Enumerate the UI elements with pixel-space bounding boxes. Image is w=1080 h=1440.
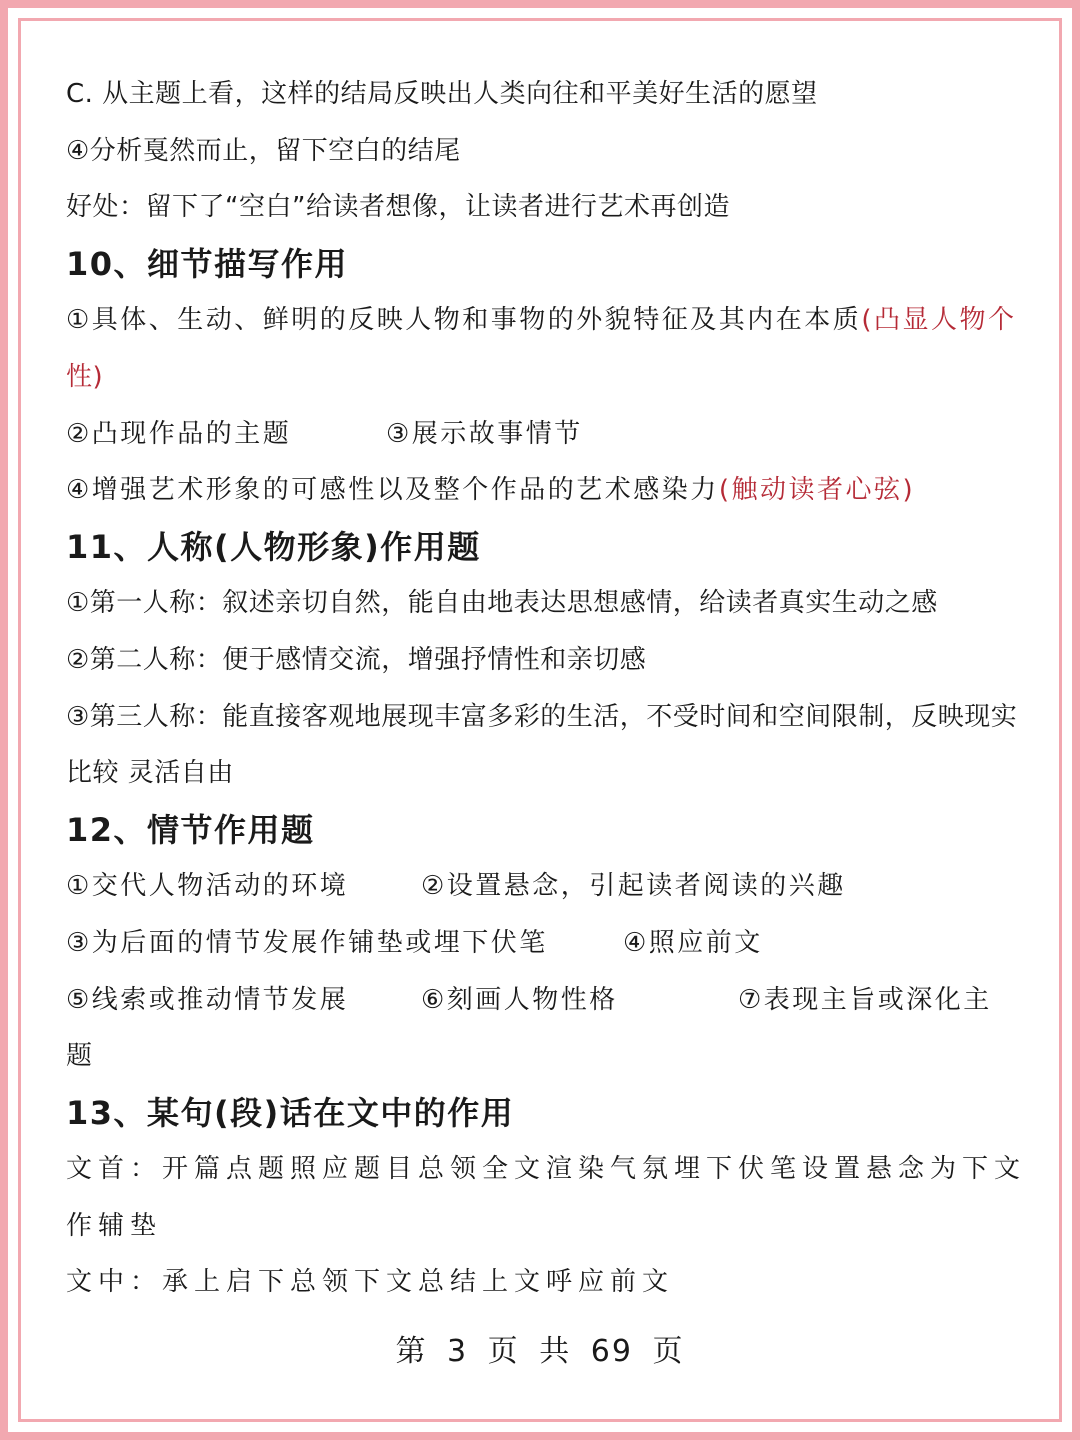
text-line: ①第一人称：叙述亲切自然，能自由地表达思想感情，给读者真实生动之感 <box>66 588 938 619</box>
list-item: ⑤线索或推动情节发展 <box>66 984 349 1015</box>
text-line: 好处：留下了“空白”给读者想像，让读者进行艺术再创造 <box>66 192 730 223</box>
list-item: ⑦表现主旨或深化主 <box>738 984 992 1015</box>
text-line: 文中：承上启下总领下文总结上文呼应前文 <box>66 1267 675 1298</box>
text-span: ④增强艺术形象的可感性以及整个作品的艺术感染力 <box>66 475 719 506</box>
text-line: 比较 灵活自由 <box>66 758 234 789</box>
text-span: ①具体、生动、鲜明的反映人物和事物的外貌特征及其内在本质 <box>66 305 862 336</box>
text-line: 题 <box>66 1041 93 1072</box>
section-heading-10: 10、细节描写作用 <box>66 244 349 283</box>
list-item: ③展示故事情节 <box>386 418 583 449</box>
text-line <box>66 292 1026 349</box>
list-item: ②凸现作品的主题 <box>66 418 292 449</box>
text-line: ④分析戛然而止，留下空白的结尾 <box>66 135 461 166</box>
list-item: ①交代人物活动的环境 <box>66 871 349 902</box>
list-item: ②设置悬念，引起读者阅读的兴趣 <box>421 871 846 902</box>
text-line: C. 从主题上看，这样的结局反映出人类向往和平美好生活的愿望 <box>66 79 818 109</box>
page-number: 第 3 页 共 69 页 <box>395 1334 685 1369</box>
document-body <box>66 66 1026 1311</box>
list-item: ⑥刻画人物性格 <box>421 984 618 1015</box>
section-heading-11: 11、人称(人物形象)作用题 <box>66 527 481 566</box>
text-line: ②第二人称：便于感情交流，增强抒情性和亲切感 <box>66 644 647 675</box>
text-line <box>66 972 1026 1029</box>
text-line <box>66 462 1026 519</box>
text-line <box>66 858 1026 915</box>
text-line: 文首：开篇点题照应题目总领全文渲染气氛埋下伏笔设置悬念为下文 <box>66 1154 1027 1185</box>
text-line: ③第三人称：能直接客观地展现丰富多彩的生活，不受时间和空间限制，反映现实 <box>66 701 1018 732</box>
section-heading-12: 12、情节作用题 <box>66 810 315 849</box>
list-item: ④照应前文 <box>623 927 763 958</box>
highlight-note: 性) <box>66 361 104 392</box>
text-line <box>66 915 1026 972</box>
text-line <box>66 406 1026 463</box>
highlight-note: (触动读者心弦) <box>718 475 916 506</box>
text-line: 作辅垫 <box>66 1210 163 1241</box>
list-item: ③为后面的情节发展作铺垫或埋下伏笔 <box>66 927 548 958</box>
section-heading-13: 13、某句(段)话在文中的作用 <box>66 1093 515 1132</box>
highlight-note: (凸显人物个 <box>861 305 1017 336</box>
